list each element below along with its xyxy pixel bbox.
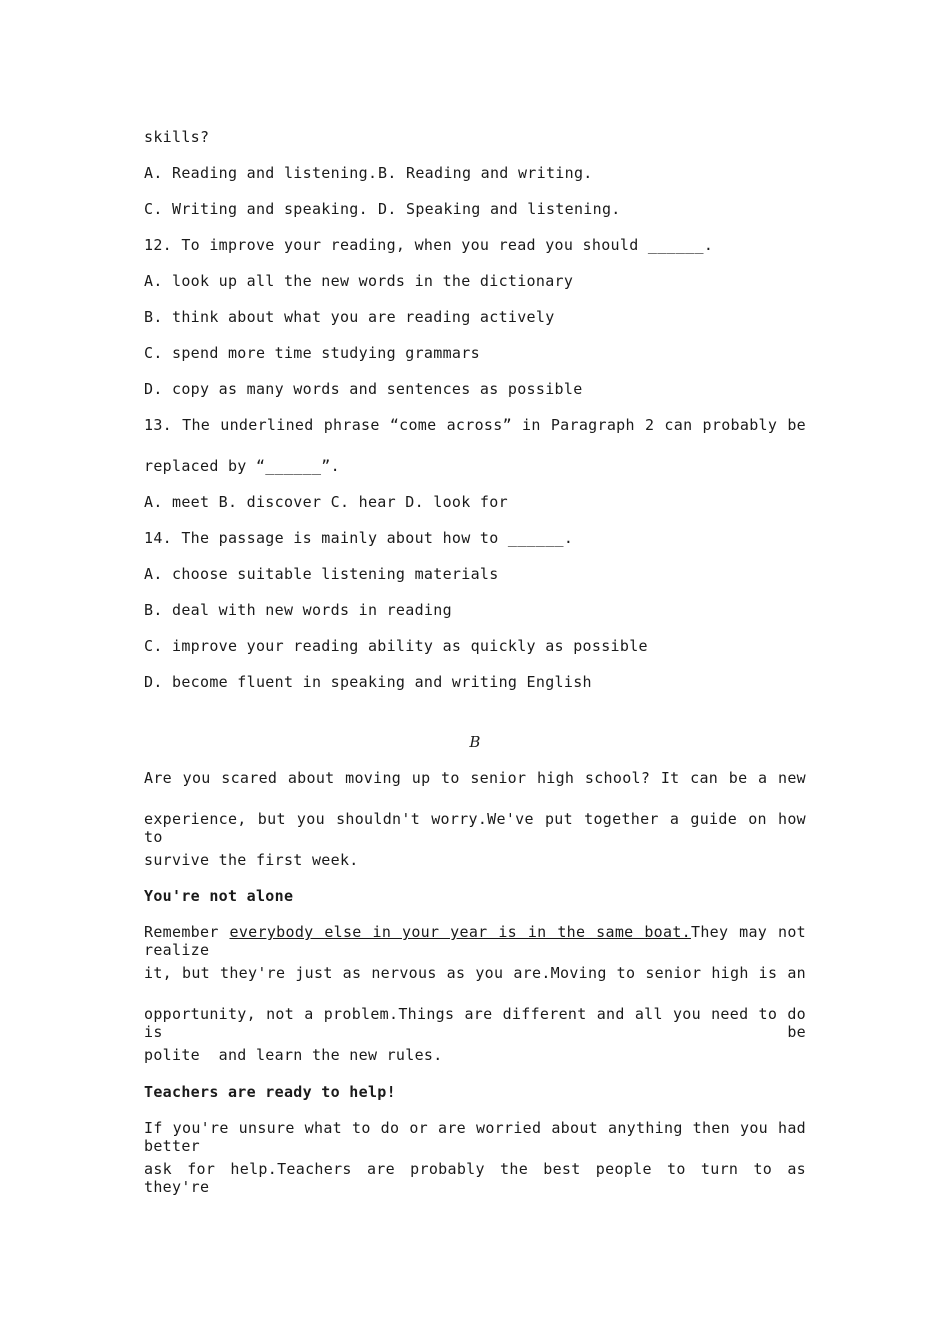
passage-b-intro-line2: experience, but you shouldn't worry.We've put together a guide on how to [144,810,806,846]
section-title-teachers-help: Teachers are ready to help! [144,1083,396,1101]
section2-line2: ask for help.Teachers are probably the best people to turn to as they're [144,1160,806,1196]
q12-option-b: B. think about what you are reading actively [144,308,555,326]
q13-stem-line2: replaced by “______”. [144,457,340,475]
section1-line1-post: They may not realize [144,923,806,959]
passage-b-intro-line3: survive the first week. [144,851,359,869]
q14-stem: 14. The passage is mainly about how to ______. [144,529,574,547]
q14-option-b: B. deal with new words in reading [144,601,452,619]
q12-option-d: D. copy as many words and sentences as possible [144,380,583,398]
q11-option-c: C. Writing and speaking. [144,200,368,218]
q11-option-d: D. Speaking and listening. [378,200,621,218]
section1-line4: polite and learn the new rules. [144,1046,443,1064]
passage-b-heading: B [469,733,481,751]
section1-line1-pre: Remember [144,923,230,941]
q11-option-b: B. Reading and writing. [378,164,593,182]
section1-line2: it, but they're just as nervous as you are.Moving to senior high is an [144,964,806,982]
q14-option-a: A. choose suitable listening materials [144,565,499,583]
section1-line1 [144,923,806,959]
q11-stem-end: skills? [144,128,210,146]
q11-option-a: A. Reading and listening. [144,164,378,182]
q14-option-c: C. improve your reading ability as quickly as possible [144,637,648,655]
q12-option-c: C. spend more time studying grammars [144,344,480,362]
section2-line1: If you're unsure what to do or are worried about anything then you had better [144,1119,806,1155]
q12-stem: 12. To improve your reading, when you read you should ______. [144,236,714,254]
q13-stem-line1: 13. The underlined phrase “come across” in Paragraph 2 can probably be [144,416,806,434]
q13-options: A. meet B. discover C. hear D. look for [144,493,508,511]
q12-option-a: A. look up all the new words in the dictionary [144,272,574,290]
section1-line3: opportunity, not a problem.Things are different and all you need to do is be [144,1005,806,1041]
passage-b-intro-line1: Are you scared about moving up to senior high school? It can be a new [144,769,806,787]
section-title-not-alone: You're not alone [144,887,294,905]
underlined-phrase: everybody else in your year is in the same boat. [229,923,691,941]
q14-option-d: D. become fluent in speaking and writing English [144,673,592,691]
